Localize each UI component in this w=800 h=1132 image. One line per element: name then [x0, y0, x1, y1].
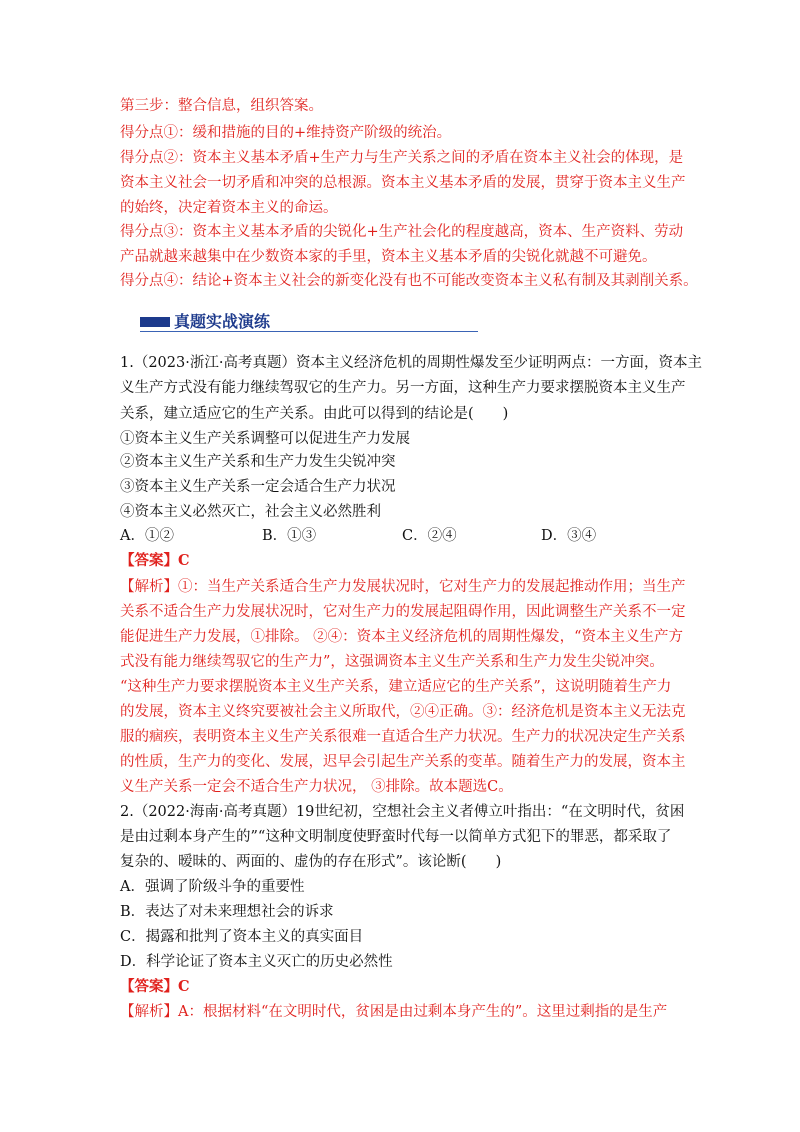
q2-option-b: B．表达了对未来理想社会的诉求 — [120, 904, 334, 920]
q1-option-c: C．②④ — [402, 528, 457, 544]
scoring-point-2: 得分点②：资本主义基本矛盾+生产力与生产关系之间的矛盾在资本主义社会的体现，是 — [120, 150, 684, 166]
heading-underline — [140, 331, 478, 332]
q1-stem-line: 关系，建立适应它的生产关系。由此可以得到的结论是( ) — [120, 406, 509, 422]
q1-analysis-line: 式没有能力继续驾驭它的生产力”，这强调资本主义生产关系和生产力发生尖锐冲突。 — [120, 654, 664, 670]
scoring-point-4: 得分点④：结论+资本主义社会的新变化没有也不可能改变资本主义私有制及其剥削关系。 — [120, 273, 698, 289]
step3-title: 第三步：整合信息，组织答案。 — [120, 98, 323, 114]
q2-stem-line: 是由过剩本身产生的”“这种文明制度使野蛮时代每一以简单方式犯下的罪恶，都采取了 — [120, 829, 672, 845]
q1-analysis-line: 能促进生产力发展，①排除。 ②④：资本主义经济危机的周期性爆发，“资本主义生产方 — [120, 629, 684, 645]
q1-statement-4: ④资本主义必然灭亡，社会主义必然胜利 — [120, 504, 381, 520]
scoring-point-3: 得分点③：资本主义基本矛盾的尖锐化+生产社会化的程度越高，资本、生产资料、劳动 — [120, 224, 684, 240]
q1-stem-line: 1.（2023·浙江·高考真题）资本主义经济危机的周期性爆发至少证明两点：一方面，资本主 — [120, 355, 702, 371]
q1-analysis-line: 的性质，生产力的变化、发展，迟早会引起生产关系的变革。随着生产力的发展，资本主 — [120, 754, 686, 770]
q2-option-d: D．科学论证了资本主义灭亡的历史必然性 — [120, 954, 393, 970]
q1-stem-line: 义生产方式没有能力继续驾驭它的生产力。另一方面，这种生产力要求摆脱资本主义生产 — [120, 380, 686, 396]
q1-analysis-line: 【解析】①：当生产关系适合生产力发展状况时，它对生产力的发展起推动作用；当生产 — [120, 579, 686, 595]
q1-analysis-line: 的发展，资本主义终究要被社会主义所取代，②④正确。③：经济危机是资本主义无法克 — [120, 704, 686, 720]
q1-option-b: B．①③ — [262, 528, 317, 544]
q1-option-d: D．③④ — [541, 528, 597, 544]
q2-option-c: C．揭露和批判了资本主义的真实面目 — [120, 929, 364, 945]
scoring-point-2-cont: 的始终，决定着资本主义的命运。 — [120, 200, 338, 216]
q1-statement-1: ①资本主义生产关系调整可以促进生产力发展 — [120, 431, 410, 447]
section-title: 真题实战演练 — [174, 312, 271, 331]
q2-option-a: A．强调了阶级斗争的重要性 — [120, 879, 305, 895]
scoring-point-3-cont: 产品就越来越集中在少数资本家的手里，资本主义基本矛盾的尖锐化就越不可避免。 — [120, 249, 657, 265]
q1-analysis-line: 服的痼疾，表明资本主义生产关系很难一直适合生产力状况。生产力的状况决定生产关系 — [120, 729, 686, 745]
q1-statement-2: ②资本主义生产关系和生产力发生尖锐冲突 — [120, 454, 396, 470]
q2-stem-line: 2.（2022·海南·高考真题）19世纪初，空想社会主义者傅立叶指出：“在文明时代，贫困 — [120, 804, 685, 820]
scoring-point-1: 得分点①：缓和措施的目的+维持资产阶级的统治。 — [120, 125, 452, 141]
heading-marker-icon — [140, 317, 170, 327]
q1-analysis-line: 义生产关系一定会不适合生产力状况， ③排除。故本题选C。 — [120, 779, 513, 795]
q1-analysis-line: 关系不适合生产力发展状况时，它对生产力的发展起阻碍作用，因此调整生产关系不一定 — [120, 604, 686, 620]
q2-answer: 【答案】C — [120, 978, 190, 995]
section-heading — [140, 312, 480, 332]
q1-option-a: A．①② — [120, 528, 174, 544]
q2-analysis-line: 【解析】A：根据材料“在文明时代，贫困是由过剩本身产生的”。这里过剩指的是生产 — [120, 1004, 668, 1020]
q2-stem-line: 复杂的、暧昧的、两面的、虚伪的存在形式”。该论断( ) — [120, 854, 502, 870]
q1-answer: 【答案】C — [120, 552, 190, 569]
q1-statement-3: ③资本主义生产关系一定会适合生产力状况 — [120, 479, 396, 495]
scoring-point-2-cont: 资本主义社会一切矛盾和冲突的总根源。资本主义基本矛盾的发展，贯穿于资本主义生产 — [120, 175, 686, 191]
q1-analysis-line: “这种生产力要求摆脱资本主义生产关系，建立适应它的生产关系”，这说明随着生产力 — [120, 679, 672, 695]
